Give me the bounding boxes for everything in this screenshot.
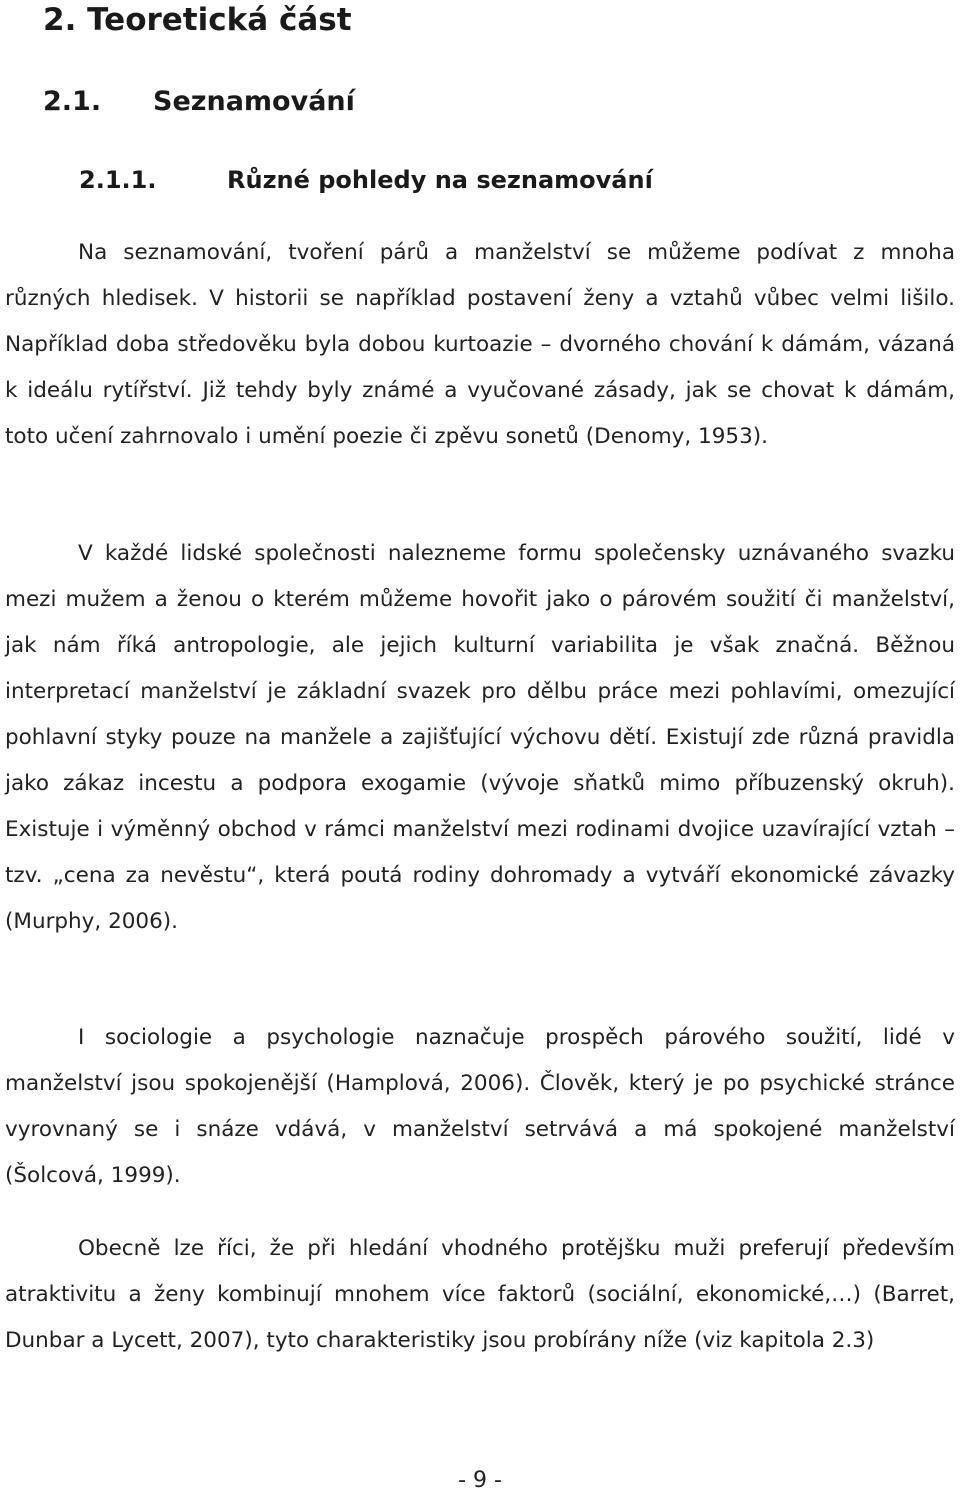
subsection-title: Různé pohledy na seznamování [227, 166, 653, 194]
page-number: - 9 - [458, 1468, 502, 1493]
paragraph-preferences: Obecně lze říci, že při hledání vhodného protějšku muži preferují především atraktivitu a ženy kombinují mnohem více faktorů (sociální, ekonomické,…) (Barret, Dunbar a Lycett, 2007), tyto charakteristiky jsou probírány níže (viz kapitola 2.3) [5, 1236, 955, 1353]
chapter-heading: 2. Teoretická část [43, 2, 352, 38]
section-number: 2.1. [43, 86, 102, 117]
paragraph-anthropology: V každé lidské společnosti nalezneme formu společensky uznávaného svazku mezi mužem a ženou o kterém můžeme hovořit jako o párovém soužití či manželství, jak nám říká antropologie, ale jejich kulturní variabilita je však značná. Běžnou interpretací manželství je základní svazek pro dělbu práce mezi pohlavími, omezující pohlavní styky pouze na manžele a zajišťující výchovu dětí. Existují zde různá pravidla jako zákaz incestu a podpora exogamie (vývoje sňatků mimo příbuzenský okruh). Existuje i výměnný obchod v rámci manželství mezi rodinami dvojice uzavírající vztah – tzv. „cena za nevěstu“, která poutá rodiny dohromady a vytváří ekonomické závazky (Murphy, 2006). [5, 541, 955, 934]
paragraph-sociology: I sociologie a psychologie naznačuje prospěch párového soužití, lidé v manželství jsou spokojenější (Hamplová, 2006). Člověk, který je po psychické stránce vyrovnaný se i snáze vdává, v manželství setrvává a má spokojené manželství (Šolcová, 1999). [5, 1025, 955, 1188]
subsection-number: 2.1.1. [79, 166, 157, 194]
subsection-heading [79, 163, 653, 197]
section-heading [43, 84, 355, 120]
paragraph-history: Na seznamování, tvoření párů a manželství se můžeme podívat z mnoha různých hledisek. V historii se například postavení ženy a vztahů vůbec velmi lišilo. Například doba středověku byla dobou kurtoazie – dvorného chování k dámám, vázaná k ideálu rytířství. Již tehdy byly známé a vyučované zásady, jak se chovat k dámám, toto učení zahrnovalo i umění poezie či zpěvu sonetů (Denomy, 1953). [5, 240, 955, 449]
section-title: Seznamování [153, 86, 355, 117]
